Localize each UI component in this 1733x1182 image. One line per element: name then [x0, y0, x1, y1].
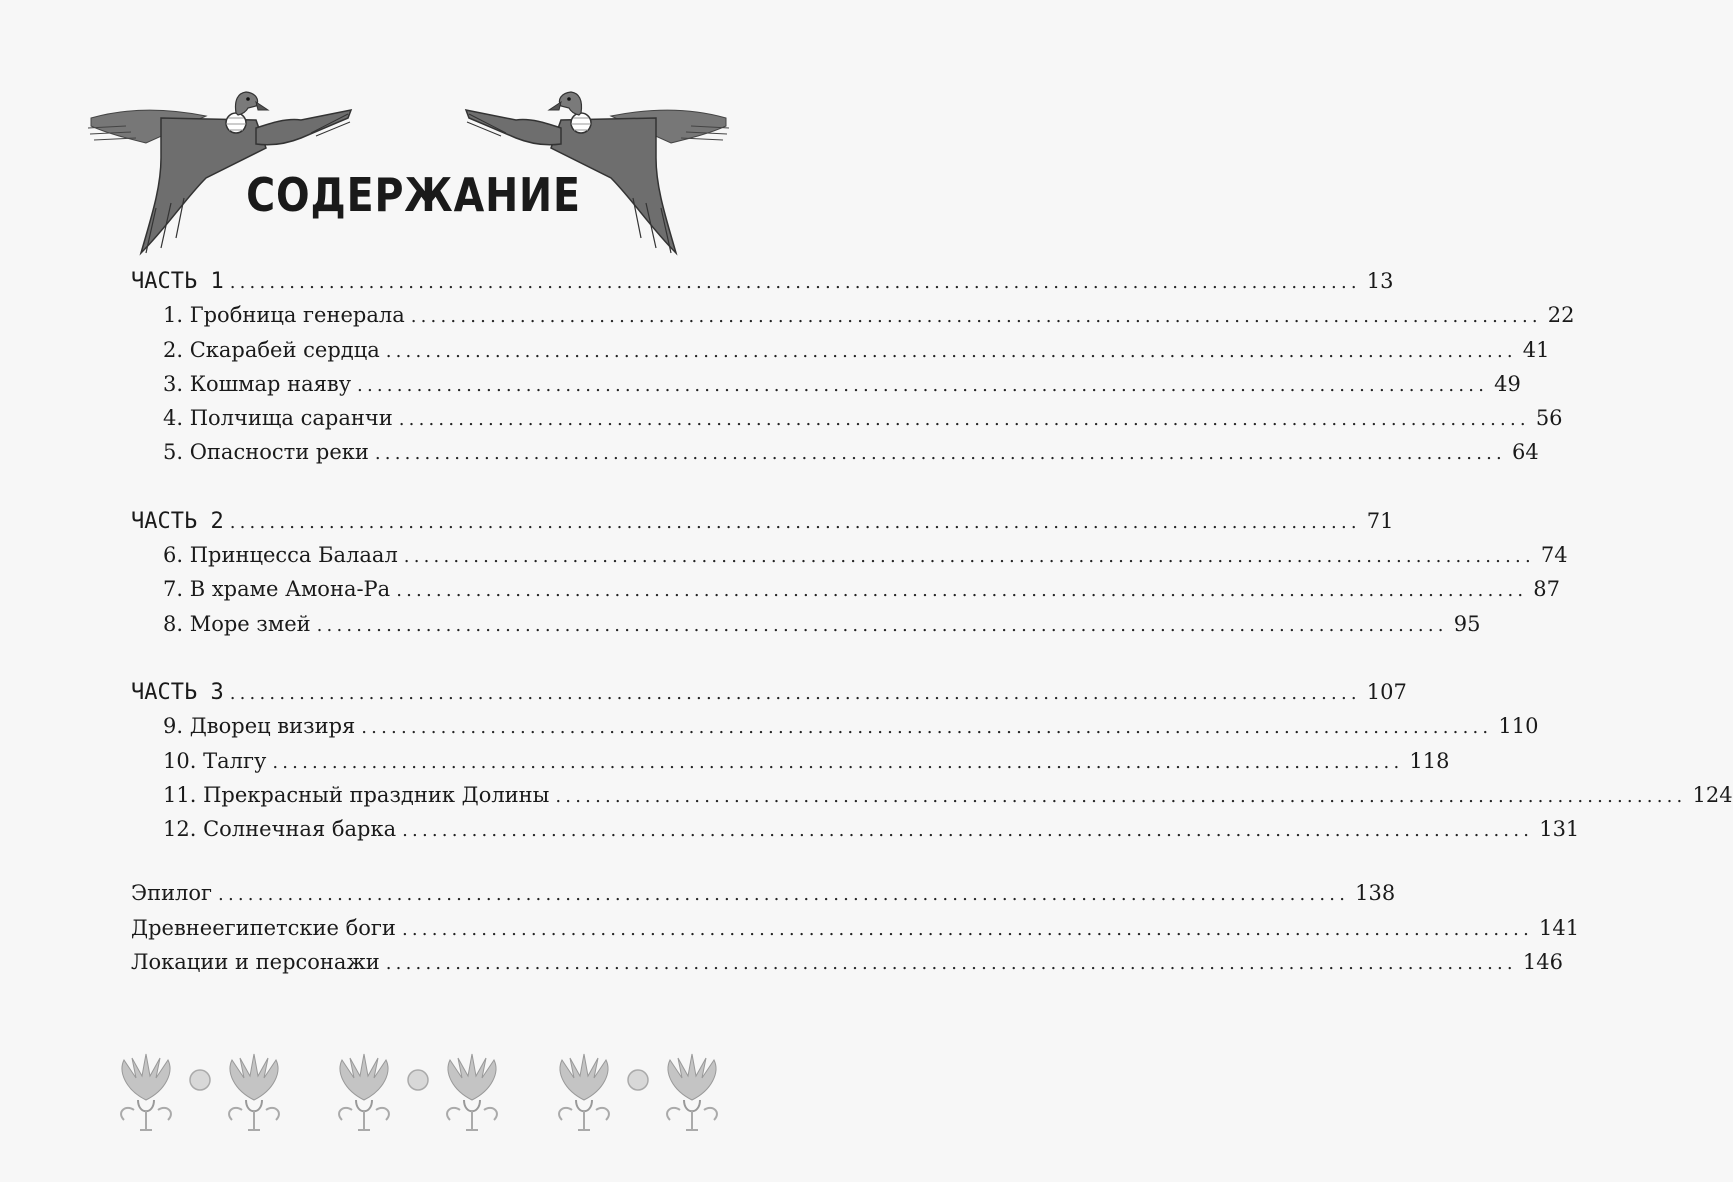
toc-chapter[interactable] — [131, 333, 1550, 367]
toc-part-3[interactable] — [131, 675, 1407, 709]
dot-leader: .................................................................................................................. — [410, 306, 1542, 328]
dot-leader: .................................................................................................................. — [398, 409, 1530, 431]
page-number: 138 — [1355, 881, 1396, 906]
dot-leader: .................................................................................................................. — [229, 511, 1361, 533]
page-number: 146 — [1522, 950, 1563, 975]
toc-chapter[interactable] — [131, 744, 1450, 778]
dot-leader: .................................................................................................................. — [385, 340, 1517, 362]
page-number: 124 — [1692, 782, 1733, 807]
section-spacer — [131, 470, 709, 504]
page-number: 110 — [1498, 714, 1539, 739]
toc-part-1[interactable] — [131, 264, 1394, 298]
toc-chapter[interactable] — [131, 812, 1580, 846]
page-number: 131 — [1539, 817, 1580, 842]
toc-part-2[interactable] — [131, 504, 1394, 538]
chapter-title: 11. Прекрасный праздник Долины — [163, 782, 550, 807]
page-number: 22 — [1547, 303, 1575, 328]
page-number: 95 — [1453, 611, 1481, 636]
dot-leader: .................................................................................................................. — [555, 785, 1687, 807]
section-spacer — [131, 846, 709, 876]
page-number: 64 — [1511, 440, 1539, 465]
toc-chapter[interactable] — [131, 778, 1733, 812]
dot-leader: .................................................................................................................. — [218, 884, 1350, 906]
dot-leader: .................................................................................................................. — [357, 374, 1489, 396]
chapter-title: 10. Талгу — [163, 748, 267, 773]
page-number: 41 — [1522, 337, 1550, 362]
dot-leader: .................................................................................................................. — [316, 614, 1448, 636]
toc-appendix-item[interactable] — [131, 911, 1580, 945]
part-title: ЧАСТЬ 2 — [131, 508, 224, 534]
part-title: ЧАСТЬ 3 — [131, 679, 224, 705]
chapter-title: 6. Принцесса Балаал — [163, 543, 398, 568]
toc-chapter[interactable] — [131, 367, 1521, 401]
dot-leader: .................................................................................................................. — [403, 546, 1535, 568]
page-number: 87 — [1533, 577, 1561, 602]
dot-leader: .................................................................................................................. — [272, 751, 1404, 773]
page-number: 71 — [1366, 508, 1394, 533]
dot-leader: .................................................................................................................. — [374, 443, 1506, 465]
appendix-title: Древнеегипетские боги — [131, 915, 396, 940]
dot-leader: .................................................................................................................. — [396, 580, 1528, 602]
toc-chapter[interactable] — [131, 709, 1539, 743]
chapter-title: 1. Гробница генерала — [163, 303, 405, 328]
toc-chapter[interactable] — [131, 298, 1575, 332]
toc-chapter[interactable] — [131, 572, 1561, 606]
chapter-title: 12. Солнечная барка — [163, 817, 397, 842]
chapter-title: 7. В храме Амона-Ра — [163, 577, 391, 602]
chapter-title: 3. Кошмар наяву — [163, 371, 352, 396]
chapter-title: 5. Опасности реки — [163, 440, 369, 465]
page-number: 118 — [1409, 748, 1450, 773]
dot-leader: .................................................................................................................. — [229, 272, 1361, 293]
dot-leader: .................................................................................................................. — [402, 820, 1534, 842]
toc-chapter[interactable] — [131, 538, 1568, 572]
section-spacer — [131, 641, 709, 675]
appendix-title: Локации и персонажи — [131, 950, 380, 975]
chapter-title: 8. Море змей — [163, 611, 311, 636]
chapter-title: 4. Полчища саранчи — [163, 406, 393, 431]
part-title: ЧАСТЬ 1 — [131, 269, 224, 294]
toc-chapter[interactable] — [131, 607, 1481, 641]
toc-appendix-item[interactable] — [131, 945, 1563, 979]
dot-leader: .................................................................................................................. — [385, 953, 1517, 975]
page-number: 13 — [1366, 269, 1394, 293]
page-title: СОДЕРЖАНИЕ — [246, 168, 581, 222]
toc-chapter[interactable] — [131, 401, 1563, 435]
dot-leader: .................................................................................................................. — [361, 717, 1493, 739]
page-number: 74 — [1540, 543, 1568, 568]
page-number: 107 — [1366, 679, 1407, 704]
appendix-title: Эпилог — [131, 881, 213, 906]
toc-chapter[interactable] — [131, 435, 1539, 469]
toc-appendix-item[interactable] — [131, 876, 1396, 910]
chapter-title: 2. Скарабей сердца — [163, 337, 380, 362]
page-number: 49 — [1494, 371, 1521, 396]
table-of-contents — [131, 264, 1733, 979]
dot-leader: .................................................................................................................. — [401, 918, 1534, 940]
dot-leader: .................................................................................................................. — [229, 682, 1361, 704]
page-number: 141 — [1539, 915, 1580, 940]
lotus-sun-ornament-icon — [96, 1040, 741, 1150]
chapter-title: 9. Дворец визиря — [163, 714, 356, 739]
page-number: 56 — [1535, 406, 1563, 431]
